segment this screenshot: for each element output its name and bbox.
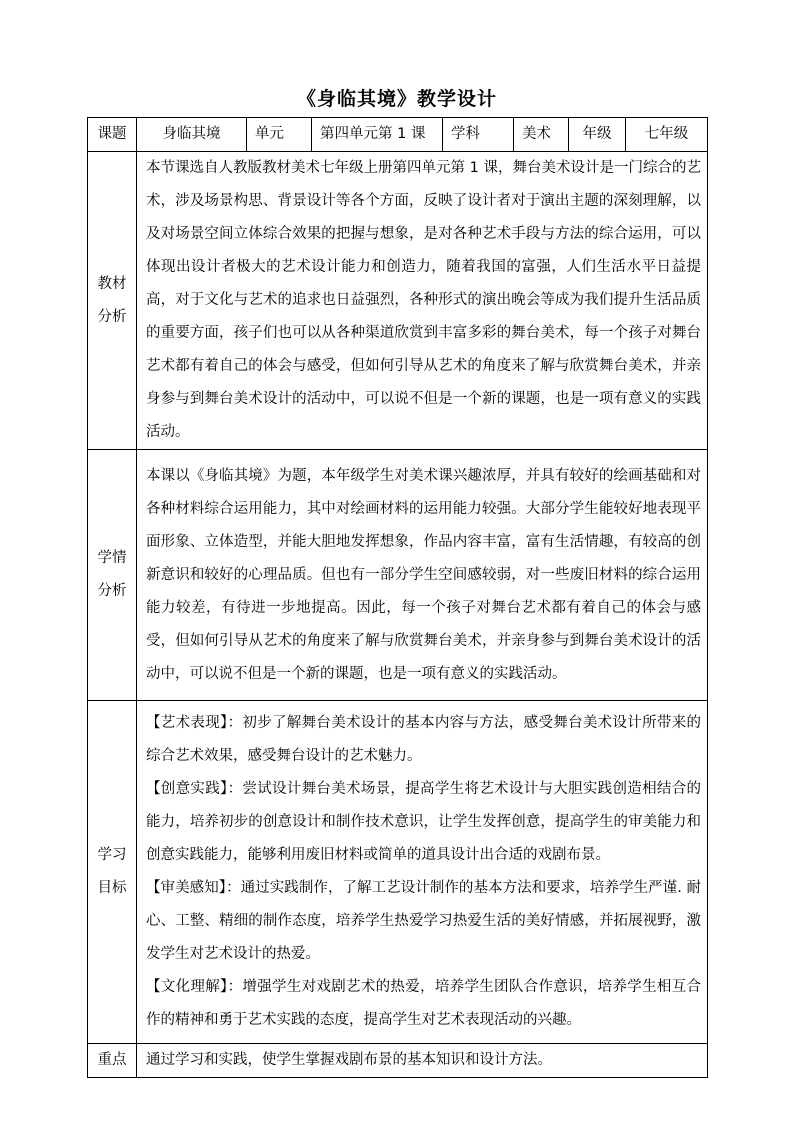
objective-creative-practice [146,773,701,872]
learner-label-line1: 学情 [97,550,127,566]
learner-analysis-label [88,450,137,701]
learning-objectives-row [88,701,708,1044]
key-point-text: 通过学习和实践，使学生掌握戏剧布景的基本知识和设计方法。 [137,1044,708,1078]
material-label-line2: 分析 [97,308,127,325]
grade-value: 七年级 [626,118,708,152]
objective-art-expression [146,707,701,773]
objective-text: 尝试设计舞台美术场景，提高学生将艺术设计与大胆实践创造相结合的能力，培养初步的创意设计和制作技术意识，让学生发挥创意，提高学生的审美能力和创意实践能力，能够利用废旧材料或简单的道具设计出合适的戏剧布景。 [146,781,702,863]
objective-text: 通过实践制作，了解工艺设计制作的基本方法和要求，培养学生严谨. 耐心、工整、精细的制作态度，培养学生热爱学习热爱生活的美好情感，并拓展视野，激发学生对艺术设计的热爱。 [146,880,701,962]
objective-text: 初步了解舞台美术设计的基本内容与方法，感受舞台美术设计所带来的综合艺术效果，感受舞台设计的艺术魅力。 [146,715,702,764]
objectives-label-line2: 目标 [97,880,127,896]
lesson-plan-table [87,117,708,1078]
unit-label: 单元 [247,118,312,152]
material-analysis-text [137,152,708,450]
objective-tag: 【审美感知】： [146,880,241,896]
learner-label-line2: 分析 [97,583,127,599]
course-value: 身临其境 [137,118,247,152]
header-row [88,118,708,152]
material-analysis-label [88,152,137,450]
subject-value: 美术 [514,118,569,152]
objective-tag: 【艺术表现】： [146,715,243,731]
learner-analysis-row [88,450,708,701]
learning-objectives-text [137,701,708,1044]
material-analysis-row [88,152,708,450]
material-paragraph: 本节课选自人教版教材美术七年级上册第四单元第 1 课，舞台美术设计是一门综合的艺术，涉及场景构思、背景设计等各个方面，反映了设计者对于演出主题的深刻理解，以及对场景空间立体综合效果的把握与想象，是对各种艺术手段与方法的综合运用，可以体现出设计者极大的艺术设计能力和创造力，随着我国的富强，人们生活水平日益提高，对于文化与艺术的追求也日益强烈，各种形式的演出晚会等成为我们提升生活品质的重要方面，孩子们也可以从各种渠道欣赏到丰富多彩的舞台美术，每一个孩子对舞台艺术都有着自己的体会与感受，但如何引导从艺术的角度来了解与欣赏舞台美术，并亲身参与到舞台美术设计的活动中，可以说不但是一个新的课题，也是一项有意义的实践活动。 [146,160,701,440]
course-label: 课题 [88,118,137,152]
objective-tag: 【文化理解】： [146,979,243,995]
learner-paragraph: 本课以《身临其境》为题，本年级学生对美术课兴趣浓厚，并具有较好的绘画基础和对各种材料综合运用能力，其中对绘画材料的运用能力较强。大部分学生能较好地表现平面形象、立体造型，并能大胆地发挥想象，作品内容丰富，富有生活情趣，有较高的创新意识和较好的心理品质。但也有一部分学生空间感较弱，对一些废旧材料的综合运用能力较差，有待进一步地提高。因此，每一个孩子对舞台艺术都有着自己的体会与感受，但如何引导从艺术的角度来了解与欣赏舞台美术，并亲身参与到舞台美术设计的活动中，可以说不但是一个新的课题，也是一项有意义的实践活动。 [146,467,701,682]
objective-tag: 【创意实践】： [146,781,243,797]
grade-label: 年级 [569,118,626,152]
material-label-line1: 教材 [97,275,127,292]
key-point-row [88,1044,708,1078]
learning-objectives-label [88,701,137,1044]
objectives-label-line1: 学习 [97,847,127,863]
objective-aesthetic-perception [146,872,701,971]
unit-value: 第四单元第 1 课 [312,118,443,152]
subject-label: 学科 [443,118,514,152]
key-point-label: 重点 [88,1044,137,1078]
document-title: 《身临其境》教学设计 [296,88,497,110]
objective-cultural-understanding [146,971,701,1037]
objective-text: 增强学生对戏剧艺术的热爱，培养学生团队合作意识，培养学生相互合作的精神和勇于艺术实践的态度，提高学生对艺术表现活动的兴趣。 [146,979,702,1028]
learner-analysis-text [137,450,708,701]
